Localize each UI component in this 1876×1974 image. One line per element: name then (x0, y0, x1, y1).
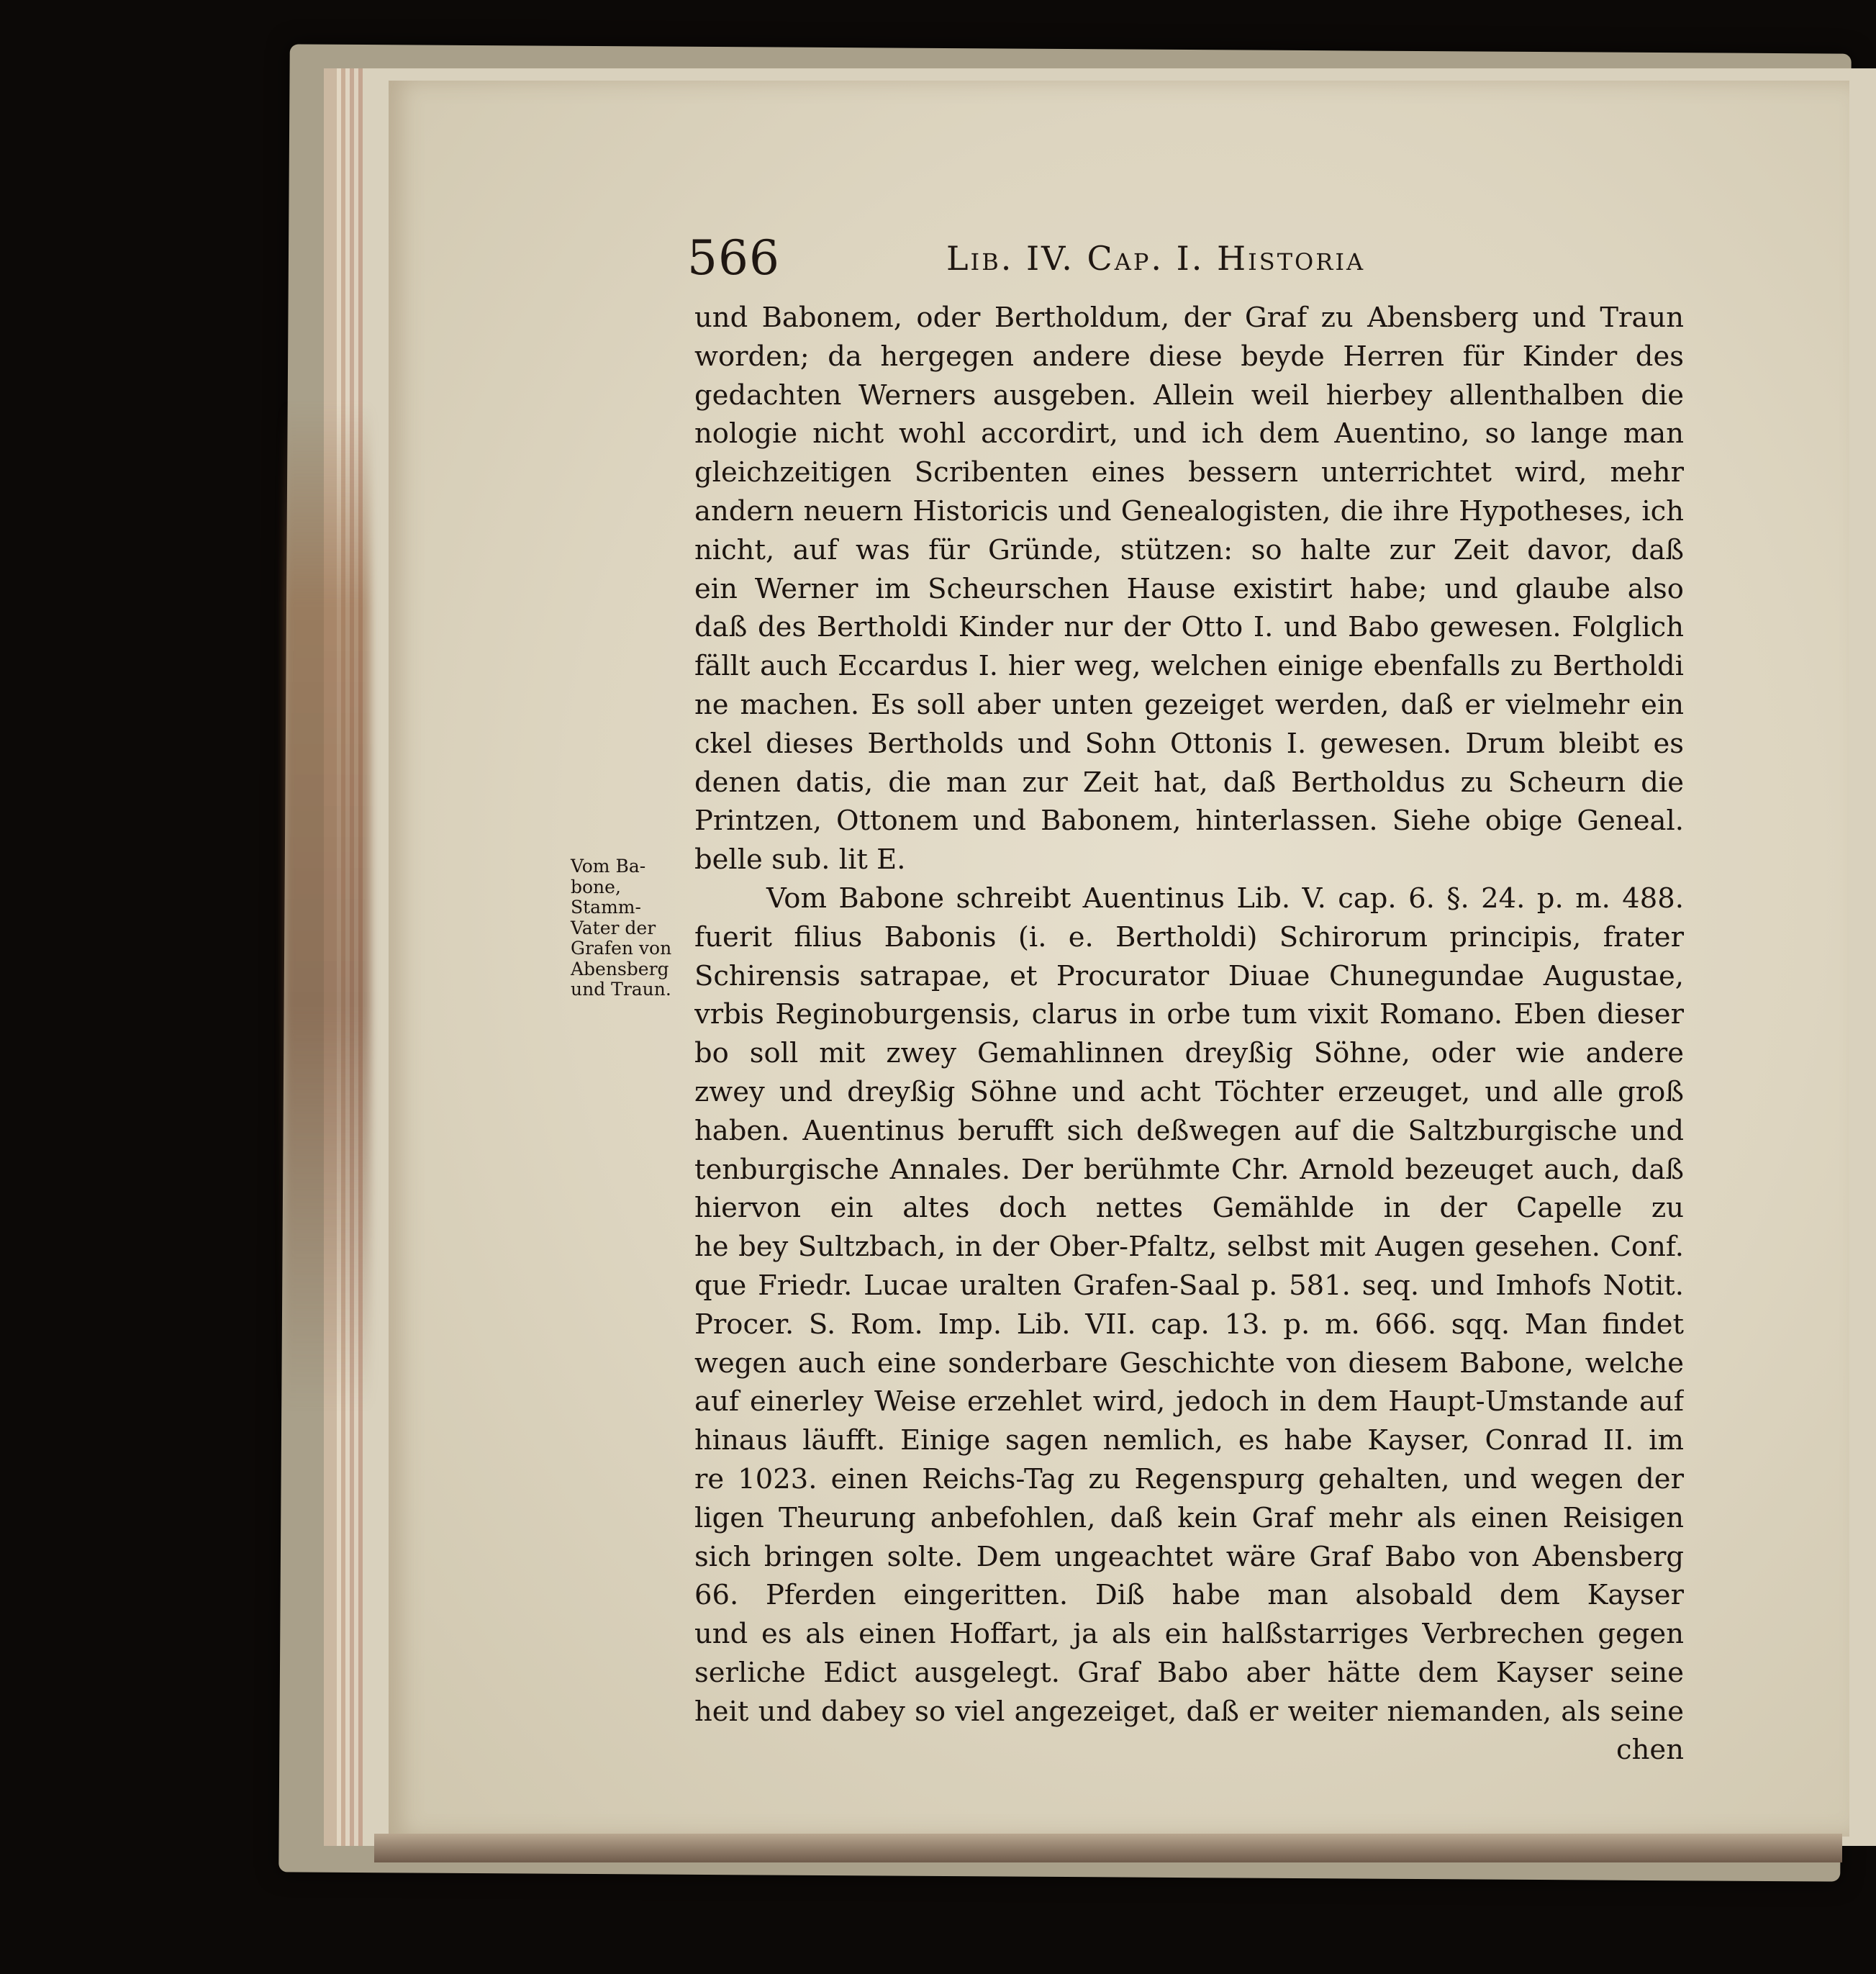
text-line: und es als einen Hoffart, ja als ein halßstarriges Verbrechen gegen (694, 1618, 1684, 1651)
margin-note-line: Stamm- (571, 897, 641, 918)
margin-note-line: und Traun. (571, 979, 671, 1000)
margin-note-line: bone, (571, 876, 621, 897)
margin-note-line: Vater der (571, 917, 656, 938)
running-head: Lib. IV. Cap. I. Historia (946, 239, 1366, 278)
page-number: 566 (687, 230, 780, 286)
text-line: nologie nicht wohl accordirt, und ich dem Auentino, so lange man (694, 417, 1684, 451)
text-line: denen datis, die man zur Zeit hat, daß Bertholdus zu Scheurn die (694, 766, 1684, 799)
text-line: Schirensis satrapae, et Procurator Diuae Chunegundae Augustae, (694, 959, 1684, 992)
text-line: re 1023. einen Reichs-Tag zu Regenspurg gehalten, und wegen der (694, 1462, 1684, 1495)
paragraph-end-line: belle sub. lit E. (694, 843, 906, 877)
text-line: haben. Auentinus berufft sich deßwegen auf die Saltzburgische und (694, 1114, 1684, 1147)
margin-note-line: Abensberg (571, 958, 669, 979)
text-line: nicht, auf was für Gründe, stützen: so halte zur Zeit davor, daß (694, 533, 1684, 566)
book-bottom-edge (374, 1834, 1842, 1862)
text-line: sich bringen solte. Dem ungeachtet wäre Graf Babo von Abensberg (694, 1540, 1684, 1573)
text-line: he bey Sultzbach, in der Ober-Pfaltz, selbst mit Augen gesehen. Conf. (694, 1231, 1684, 1264)
text-line: ne machen. Es soll aber unten gezeiget werden, daß er vielmehr ein (694, 688, 1684, 721)
margin-note-line: Grafen von (571, 938, 672, 959)
margin-note (571, 856, 693, 1000)
text-line: tenburgische Annales. Der berühmte Chr. Arnold bezeuget auch, daß (694, 1153, 1684, 1186)
catchword: chen (1616, 1734, 1684, 1767)
paragraph-start-line: Vom Babone schreibt Auentinus Lib. V. cap. 6. §. 24. p. m. 488. (766, 882, 1684, 915)
text-line: daß des Bertholdi Kinder nur der Otto I. und Babo gewesen. Folglich (694, 611, 1684, 644)
text-line: ein Werner im Scheurschen Hause existirt habe; und glaube also (694, 572, 1684, 605)
text-line: serliche Edict ausgelegt. Graf Babo aber hätte dem Kayser seine (694, 1656, 1684, 1689)
text-line: ligen Theurung anbefohlen, daß kein Graf mehr als einen Reisigen (694, 1501, 1684, 1534)
text-line: fuerit filius Babonis (i. e. Bertholdi) Schirorum principis, frater (694, 920, 1684, 954)
text-line: bo soll mit zwey Gemahlinnen dreyßig Söhne, oder wie andere (694, 1037, 1684, 1070)
text-line: fällt auch Eccardus I. hier weg, welchen einige ebenfalls zu Bertholdi (694, 650, 1684, 683)
text-line: andern neuern Historicis und Genealogisten, die ihre Hypotheses, ich (694, 494, 1684, 528)
text-line: hiervon ein altes doch nettes Gemählde in der Capelle zu (694, 1192, 1684, 1225)
text-line: Printzen, Ottonem und Babonem, hinterlassen. Siehe obige Geneal. (694, 805, 1684, 838)
text-line: 66. Pferden eingeritten. Diß habe man alsobald dem Kayser (694, 1579, 1684, 1612)
text-line: und Babonem, oder Bertholdum, der Graf zu Abensberg und Traun (694, 302, 1684, 334)
page-stain (284, 403, 371, 1411)
text-line: hinaus läufft. Einige sagen nemlich, es habe Kayser, Conrad II. im (694, 1424, 1684, 1457)
text-line: wegen auch eine sonderbare Geschichte von diesem Babone, welche (694, 1346, 1684, 1380)
text-line: gleichzeitigen Scribenten eines bessern unterrichtet wird, mehr (694, 456, 1684, 489)
text-line: ckel dieses Bertholds und Sohn Ottonis I. gewesen. Drum bleibt es (694, 727, 1684, 760)
body-text (694, 299, 1684, 1770)
text-line: auf einerley Weise erzehlet wird, jedoch in dem Haupt-Umstande auf (694, 1385, 1684, 1418)
text-line: Procer. S. Rom. Imp. Lib. VII. cap. 13. p. m. 666. sqq. Man findet (694, 1308, 1684, 1341)
text-line: gedachten Werners ausgeben. Allein weil hierbey allenthalben die (694, 379, 1684, 412)
text-line: vrbis Reginoburgensis, clarus in orbe tum vixit Romano. Eben dieser (694, 998, 1684, 1031)
page-header (687, 230, 1695, 288)
margin-note-line: Vom Ba- (571, 856, 646, 877)
text-line: worden; da hergegen andere diese beyde Herren für Kinder des (694, 340, 1684, 373)
text-line: que Friedr. Lucae uralten Grafen-Saal p. 581. seq. und Imhofs Notit. (694, 1269, 1684, 1302)
text-line: heit und dabey so viel angezeiget, daß er weiter niemanden, als seine (694, 1695, 1684, 1728)
text-line: zwey und dreyßig Söhne und acht Töchter erzeuget, und alle groß (694, 1075, 1684, 1108)
